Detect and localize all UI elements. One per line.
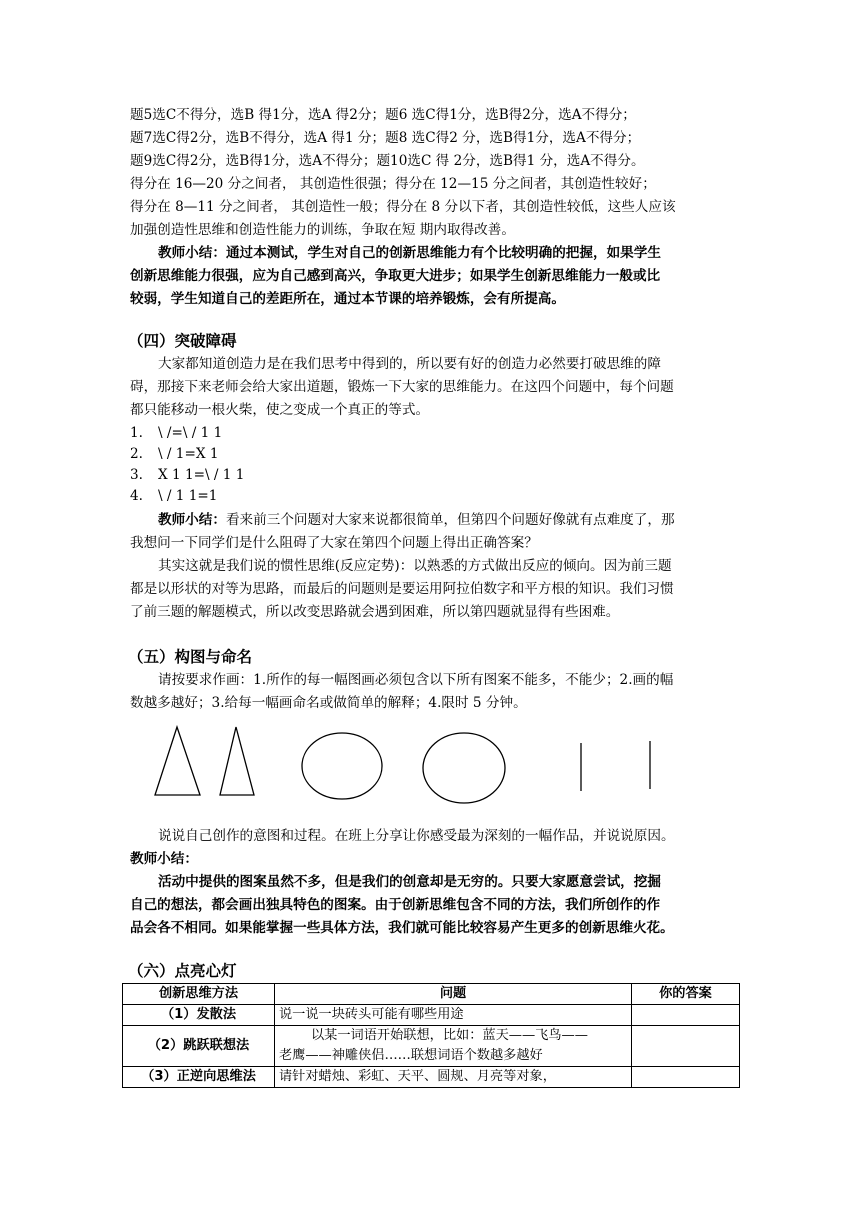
section4-heading: （四）突破障碍 [128, 332, 237, 350]
triangle-shape [220, 727, 254, 795]
puzzle-text: X 1 1=\ / 1 1 [158, 467, 245, 483]
method-cell: （3）正逆向思维法 [123, 1067, 275, 1088]
scoring-line-3: 题9选C得2分，选B得1分，选A不得分；题10选C 得 2分，选B得1 分，选A不得分。 [130, 153, 645, 169]
puzzle-text: \ / 1 1=1 [158, 488, 218, 504]
section4-intro-3: 都只能移动一根火柴，使之变成一个真正的等式。 [130, 402, 430, 418]
puzzle-text: \ /=\ / 1 1 [158, 425, 223, 441]
drawing-shapes [140, 725, 740, 815]
section4-summary-line-1 [158, 509, 740, 531]
section5-summary-3: 品会各不相同。如果能掌握一些具体方法，我们就可能比较容易产生更多的创新思维火花。 [130, 920, 674, 936]
question-line: 老鹰——神雕侠侣……联想词语个数越多越好 [279, 1048, 543, 1063]
section5-intro-1: 请按要求作画：1.所作的每一幅图画必须包含以下所有图案不能多，不能少；2.画的幅 [158, 672, 674, 688]
table-header-row [123, 984, 740, 1005]
section5-heading: （五）构图与命名 [128, 648, 253, 666]
section4-explain-3: 了前三题的解题模式，所以改变思路就会遇到困难，所以第四题就显得有些困难。 [130, 604, 620, 620]
section6-heading: （六）点亮心灯 [128, 962, 237, 980]
table-row [123, 1026, 740, 1067]
summary1-line-2: 创新思维能力很强，应为自己感到高兴，争取更大进步；如果学生创新思维能力一般或比 [130, 268, 661, 284]
question-cell [275, 1026, 632, 1067]
scoring-line-2: 题7选C得2分，选B不得分，选A 得1 分；题8 选C得2 分，选B得1分，选A不得分； [130, 130, 641, 146]
table-row [123, 1005, 740, 1026]
puzzle-number: 2. [130, 446, 143, 462]
method-cell: （1）发散法 [123, 1005, 275, 1026]
answer-cell[interactable] [632, 1026, 740, 1067]
answer-cell[interactable] [632, 1005, 740, 1026]
question-line: 以某一词语开始联想，比如：蓝天——飞鸟—— [311, 1028, 588, 1043]
column-header: 问题 [275, 984, 632, 1005]
puzzle-number: 3. [130, 467, 143, 483]
puzzle-item [130, 422, 740, 444]
puzzle-text: \ / 1=X 1 [158, 446, 219, 462]
puzzle-number: 4. [130, 488, 143, 504]
question-cell: 说一说一块砖头可能有哪些用途 [275, 1005, 632, 1026]
summary-text: 看来前三个问题对大家来说都很简单，但第四个问题好像就有点难度了，那 [225, 512, 675, 528]
section4-intro-2: 碍，那接下来老师会给大家出道题，锻炼一下大家的思维能力。在这四个问题中，每个问题 [130, 379, 674, 395]
puzzle-item [130, 464, 740, 486]
section4-intro-1: 大家都知道创造力是在我们思考中得到的，所以要有好的创造力必然要打破思维的障 [158, 356, 661, 372]
column-header: 创新思维方法 [123, 984, 275, 1005]
scoring-line-6: 加强创造性思维和创造性能力的训练，争取在短 期内取得改善。 [130, 222, 515, 238]
section5-intro-2: 数越多越好；3.给每一幅画命名或做简单的解释；4.限时 5 分钟。 [130, 695, 527, 711]
section5-share-line: 说说自己创作的意图和过程。在班上分享让你感受最为深刻的一幅作品，并说说原因。 [158, 828, 675, 844]
table-row [123, 1067, 740, 1088]
triangle-shape [155, 727, 200, 795]
summary-label: 教师小结： [158, 512, 226, 528]
scoring-line-5: 得分在 8—11 分之间者， 其创造性一般；得分在 8 分以下者，其创造性较低，这些人应该 [130, 199, 676, 215]
section4-summary-line-2: 我想问一下同学们是什么阻碍了大家在第四个问题上得出正确答案？ [130, 535, 538, 551]
circle-shape [423, 733, 505, 803]
circle-shape [302, 733, 382, 799]
puzzle-number: 1. [130, 425, 143, 441]
method-cell: （2）跳跃联想法 [123, 1026, 275, 1067]
section4-explain-2: 都是以形状的对等为思路，而最后的问题则是要运用阿拉伯数字和平方根的知识。我们习惯 [130, 581, 674, 597]
methods-table [122, 983, 740, 1088]
section5-summary-label: 教师小结： [130, 851, 198, 867]
summary1-line-3: 较弱，学生知道自己的差距所在，通过本节课的培养锻炼，会有所提高。 [130, 291, 565, 307]
scoring-line-1: 题5选C不得分，选B 得1分，选A 得2分；题6 选C得1分，选B得2分，选A不得分； [130, 107, 636, 123]
section5-summary-1: 活动中提供的图案虽然不多，但是我们的创意却是无穷的。只要大家愿意尝试，挖掘 [158, 874, 661, 890]
answer-cell[interactable] [632, 1067, 740, 1088]
summary1-line-1: 教师小结：通过本测试，学生对自己的创新思维能力有个比较明确的把握，如果学生 [158, 245, 661, 261]
section5-summary-2: 自己的想法，都会画出独具特色的图案。由于创新思维包含不同的方法，我们所创作的作 [130, 897, 661, 913]
puzzle-item [130, 443, 740, 465]
question-cell: 请针对蜡烛、彩虹、天平、圆规、月亮等对象， [275, 1067, 632, 1088]
puzzle-item [130, 485, 740, 507]
scoring-line-4: 得分在 16—20 分之间者， 其创造性很强；得分在 12—15 分之间者，其创造性较好； [130, 176, 656, 192]
column-header: 你的答案 [632, 984, 740, 1005]
section4-explain-1: 其实这就是我们说的惯性思维(反应定势)：以熟悉的方式做出反应的倾向。因为前三题 [158, 558, 672, 574]
